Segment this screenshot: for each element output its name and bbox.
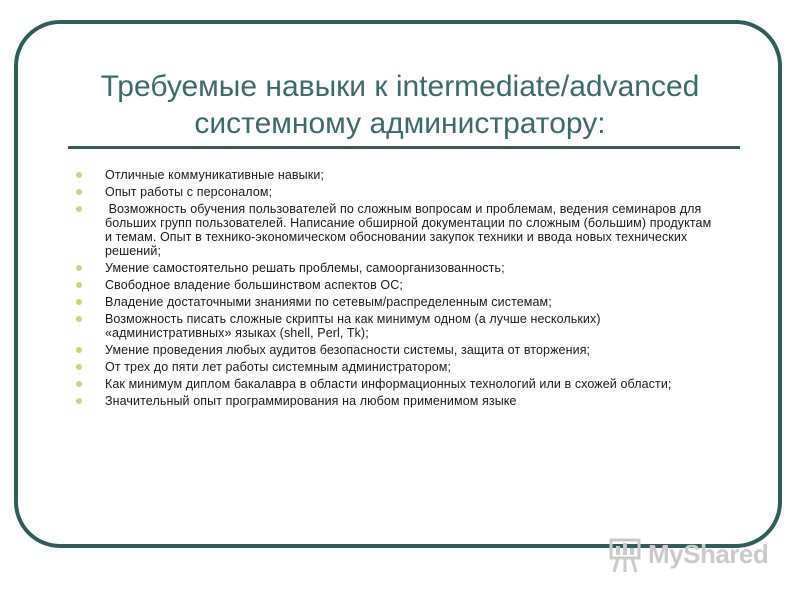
bullet-dot-icon [76,299,82,305]
bullet-text: Владение достаточными знаниями по сетевым/распределенным системам; [105,295,552,309]
bullet-item [76,312,716,340]
bullet-item [76,295,716,309]
bullet-dot-icon [76,172,82,178]
slide-title-line-2: системному администратору: [194,107,606,140]
bullet-dot-icon [76,282,82,288]
title-underline [68,146,740,149]
slide-title [60,68,740,142]
bullet-dot-icon [76,316,82,322]
bullet-dot-icon [76,265,82,271]
bullet-item [76,394,716,408]
myshared-logo[interactable] [608,536,773,576]
bullet-item [76,278,716,292]
bullet-text: Возможность писать сложные скрипты на как минимум одном (а лучше нескольких) «административных» языках (shell, Perl, Tk); [105,312,601,340]
bullet-dot-icon [76,206,82,212]
bullet-item [76,185,716,199]
bullet-item [76,343,716,357]
bullet-dot-icon [76,381,82,387]
bullet-dot-icon [76,189,82,195]
bullet-text: От трех до пяти лет работы системным администратором; [105,360,452,374]
bullet-list [76,168,716,411]
bullet-text: Отличные коммуникативные навыки; [105,168,324,182]
bullet-item [76,261,716,275]
bullet-text: Значительный опыт программирования на любом применимом языке [105,394,517,408]
logo-text: MyShared [648,539,769,569]
bullet-text: Свободное владение большинством аспектов ОС; [105,278,403,292]
slide-title-line-1: Требуемые навыки к intermediate/advanced [100,70,700,103]
bullet-text: Умение самостоятельно решать проблемы, самоорганизованность; [105,261,505,275]
bullet-text: Возможность обучения пользователей по сложным вопросам и проблемам, ведения семинаров для больших групп пользователей. Написание обширной документации по сложным (большим) продуктам и темам. Опыт в технико-экономическом обосновании закупок техники и ввода новых технических решений; [105,202,715,258]
bullet-text: Как минимум диплом бакалавра в области информационных технологий или в схожей области; [105,377,672,391]
bullet-item [76,202,716,258]
bullet-item [76,360,716,374]
bullet-dot-icon [76,398,82,404]
bullet-text: Умение проведения любых аудитов безопасности системы, защита от вторжения; [105,343,591,357]
bullet-item [76,168,716,182]
bullet-dot-icon [76,347,82,353]
bullet-text: Опыт работы с персоналом; [105,185,273,199]
bullet-item [76,377,716,391]
presentation-board-icon [608,536,644,574]
bullet-dot-icon [76,364,82,370]
